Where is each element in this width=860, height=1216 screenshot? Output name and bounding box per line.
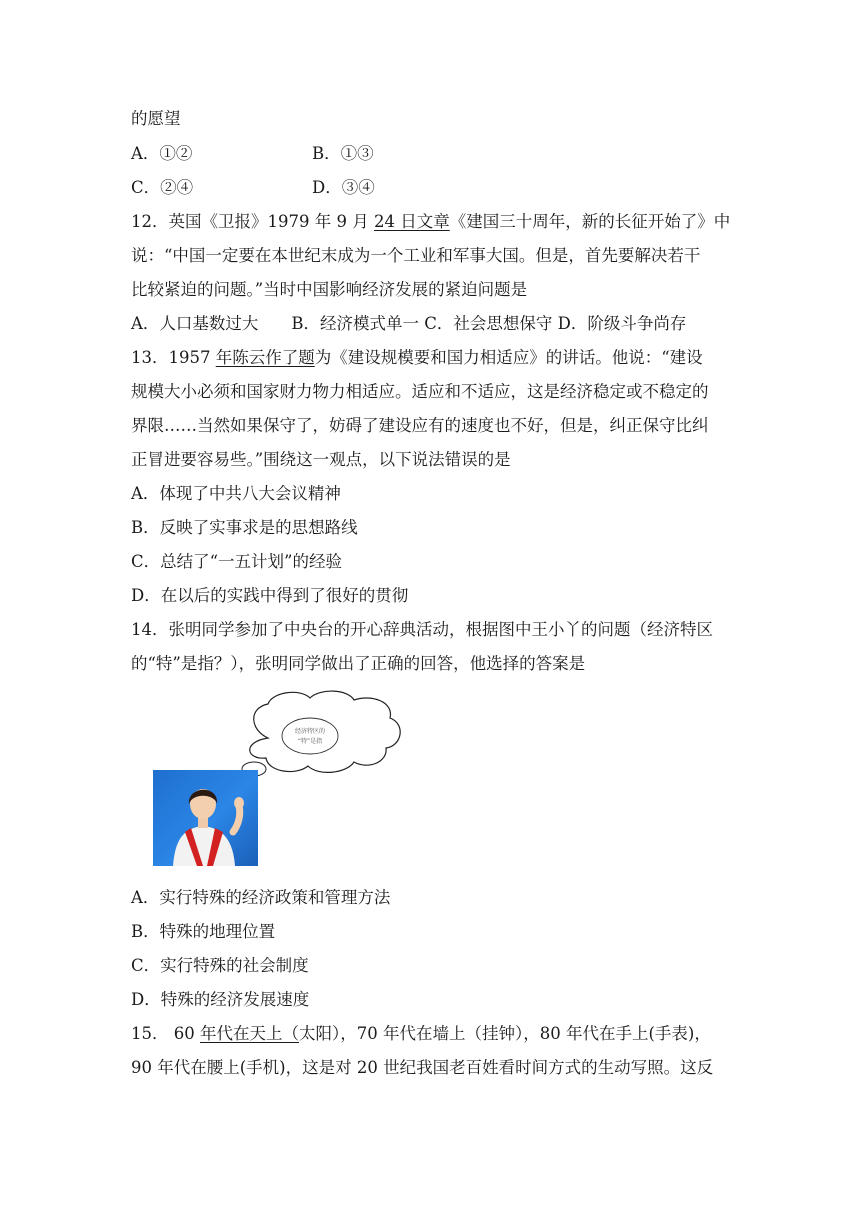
host-photo — [153, 770, 258, 866]
q15-text: 15． 60 — [131, 1024, 200, 1043]
q11-option-d: D．③④ — [312, 178, 375, 197]
cloud-text-2: “特”是指 — [297, 738, 323, 745]
q13-text: 13．1957 — [131, 348, 216, 367]
q13-text-cont: 为《建设规模要和国力相适应》的讲话。他说：“建设 — [314, 348, 703, 367]
q13-line-1 — [131, 347, 741, 369]
q12-options: A．人口基数过大 B．经济模式单一 C．社会思想保守 D．阶级斗争尚存 — [131, 314, 687, 333]
q12-text-cont: 《建国三十周年，新的长征开始了》中 — [449, 212, 731, 231]
q14-option-c: C．实行特殊的社会制度 — [131, 956, 309, 975]
q13-option-c: C．总结了“一五计划”的经验 — [131, 552, 342, 571]
q14-line-2: 的“特”是指？），张明同学做出了正确的回答，他选择的答案是 — [131, 654, 586, 673]
q12-line-2: 说：“中国一定要在本世纪末成为一个工业和军事大国。但是，首先要解决若干 — [131, 246, 701, 265]
q13-line-2: 规模大小必须和国家财力物力相适应。适应和不适应，这是经济稳定或不稳定的 — [131, 382, 709, 401]
q13-line-4: 正冒进要容易些。”围绕这一观点，以下说法错误的是 — [131, 450, 511, 469]
q11-option-b: B．①③ — [312, 144, 374, 163]
q13-option-d: D．在以后的实践中得到了很好的贯彻 — [131, 586, 409, 605]
q12-line-1 — [131, 211, 741, 233]
q11-option-c: C．②④ — [131, 178, 194, 197]
q13-underlined: 年陈云作了题 — [215, 348, 315, 367]
q11-option-a: A．①② — [131, 144, 193, 163]
q13-line-3: 界限……当然如果保守了，妨碍了建设应有的速度也不好，但是，纠正保守比纠 — [131, 416, 709, 435]
q15-underlined: 年代在天上（ — [199, 1024, 299, 1043]
q12-line-3: 比较紧迫的问题。”当时中国影响经济发展的紧迫问题是 — [131, 280, 528, 299]
q13-option-a: A．体现了中共八大会议精神 — [131, 484, 341, 503]
q14-option-d: D．特殊的经济发展速度 — [131, 990, 310, 1009]
q15-line-1 — [131, 1023, 741, 1045]
q11-continuation: 的愿望 — [131, 109, 181, 128]
cloud-text-1: 经济特区的 — [294, 728, 326, 735]
q15-text-cont: 太阳），70 年代在墙上（挂钟），80 年代在手上(手表)， — [298, 1024, 711, 1043]
q14-option-b: B．特殊的地理位置 — [131, 922, 276, 941]
q12-underlined: 24 日文章 — [373, 212, 450, 231]
q13-option-b: B．反映了实事求是的思想路线 — [131, 518, 358, 537]
q14-option-a: A．实行特殊的经济政策和管理方法 — [131, 888, 391, 907]
host-figure — [150, 690, 440, 870]
q12-text: 12．英国《卫报》1979 年 9 月 — [131, 212, 374, 231]
q15-line-2: 90 年代在腰上(手机)，这是对 20 世纪我国老百姓看时间方式的生动写照。这反 — [131, 1058, 714, 1077]
q14-line-1: 14．张明同学参加了中央台的开心辞典活动，根据图中王小丫的问题（经济特区 — [131, 620, 713, 639]
